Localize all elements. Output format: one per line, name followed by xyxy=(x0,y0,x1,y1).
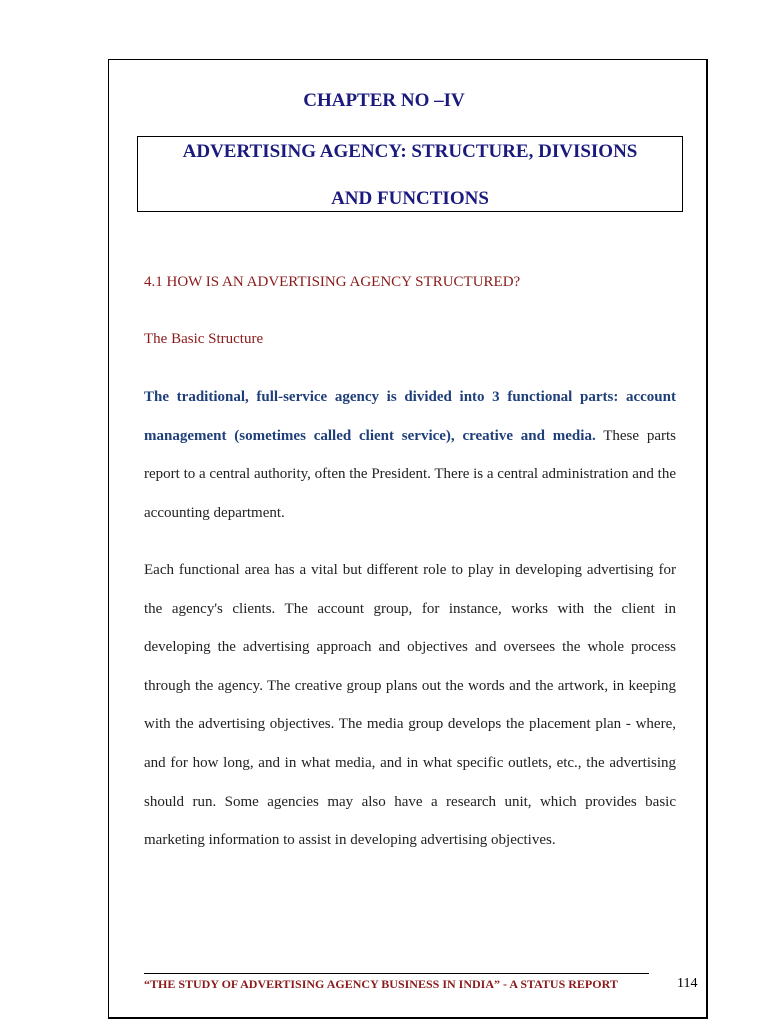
chapter-title-box xyxy=(137,136,683,212)
paragraph-1 xyxy=(144,378,676,532)
chapter-label: CHAPTER NO –IV xyxy=(303,90,465,111)
paragraph-2: Each functional area has a vital but different role to play in developing advertising for the agency's clients. The account group, for instance, works with the client in developing the advertising approach and objectives and oversees the whole process through the agency. The creative group plans out the words and the artwork, in keeping with the advertising objectives. The media group develops the placement plan - where, and for how long, and in what media, and in what specific outlets, etc., the advertising should run. Some agencies may also have a research unit, which provides basic marketing information to assist in developing advertising objectives. xyxy=(144,562,676,849)
footer-text: “THE STUDY OF ADVERTISING AGENCY BUSINESS IN INDIA” - A STATUS REPORT xyxy=(144,977,618,991)
chapter-title-line-1: ADVERTISING AGENCY: STRUCTURE, DIVISIONS xyxy=(182,141,638,162)
footer-rule xyxy=(144,973,649,974)
section-heading: 4.1 HOW IS AN ADVERTISING AGENCY STRUCTURED? xyxy=(144,274,521,290)
paragraph-1-rest: These parts report to a central authority, often the President. There is a central administration and the accounting department. xyxy=(144,427,677,521)
paragraph-1-bold-lead: The traditional, full-service agency is divided into 3 functional parts: account management (sometimes called client service), creative and media. xyxy=(144,389,676,444)
subheading: The Basic Structure xyxy=(144,331,264,347)
chapter-title-line-2: AND FUNCTIONS xyxy=(331,188,489,209)
page-number: 114 xyxy=(677,976,698,991)
